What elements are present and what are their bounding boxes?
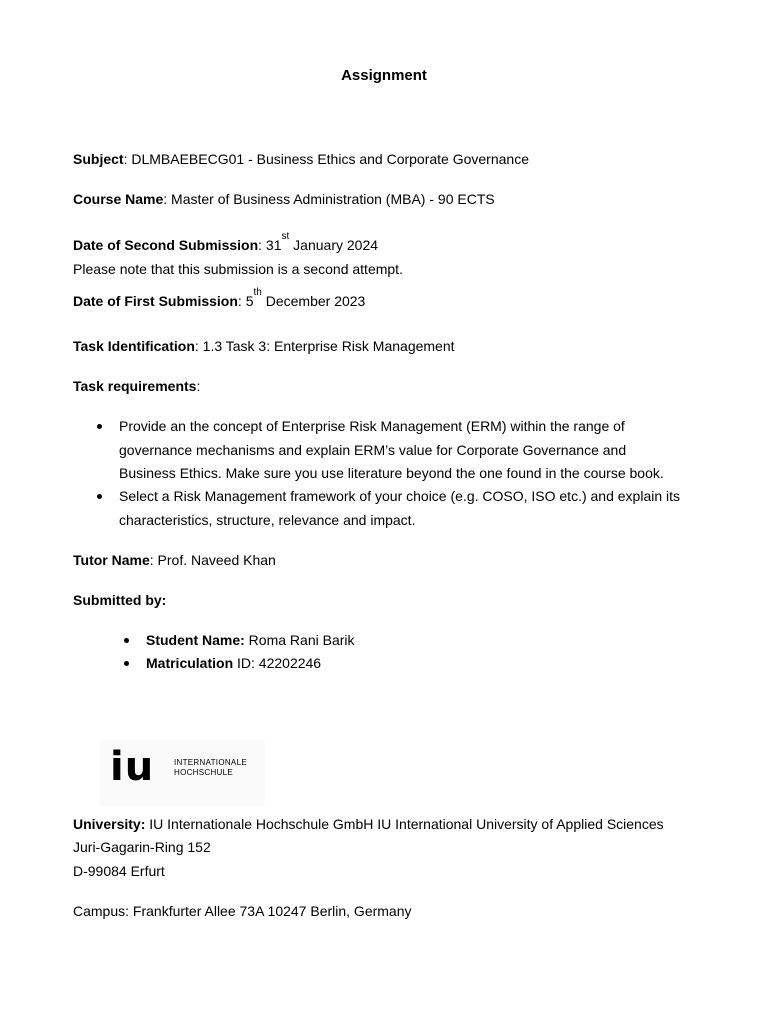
tutor-label: Tutor Name: [73, 552, 150, 568]
task-identification-label: Task Identification: [73, 338, 195, 354]
logo-text: [174, 758, 247, 778]
campus-line: Campus: Frankfurter Allee 73A 10247 Berlin, Germany: [73, 903, 412, 919]
task-requirements-label: Task requirements: [73, 378, 197, 394]
task-identification-value: : 1.3 Task 3: Enterprise Risk Management: [194, 338, 455, 354]
tutor-value: : Prof. Naveed Khan: [149, 552, 276, 568]
task-identification-line: [73, 338, 455, 354]
submitted-by-heading: Submitted by:: [73, 592, 167, 608]
course-value: : Master of Business Administration (MBA) - 90 ECTS: [163, 191, 495, 207]
first-submission-line: [73, 287, 366, 309]
bullet-icon: [124, 661, 129, 666]
task-requirements-heading: [73, 378, 200, 394]
matriculation-label: Matriculation: [146, 655, 234, 671]
document-title: Assignment: [341, 67, 427, 84]
subject-line: [73, 151, 529, 167]
second-attempt-note: Please note that this submission is a second attempt.: [73, 261, 403, 277]
second-submission-ordinal: st: [281, 231, 290, 242]
address-line-2: D-99084 Erfurt: [73, 863, 165, 879]
first-submission-label: Date of First Submission: [73, 293, 238, 309]
requirement-1-line-3: Business Ethics. Make sure you use literature beyond the one found in the course book.: [119, 465, 664, 481]
tutor-line: [73, 552, 276, 568]
student-name-line: [146, 632, 355, 648]
subject-value: : DLMBAEBECG01 - Business Ethics and Corporate Governance: [123, 151, 529, 167]
logo-mark: iu: [110, 744, 155, 790]
student-name-label: Student Name:: [146, 632, 245, 648]
first-submission-ordinal: th: [253, 287, 262, 298]
requirement-2-line-2: characteristics, structure, relevance and impact.: [119, 512, 416, 528]
requirement-2-line-1: Select a Risk Management framework of your choice (e.g. COSO, ISO etc.) and explain its: [119, 488, 681, 504]
student-name-value: Roma Rani Barik: [244, 632, 355, 648]
bullet-icon: [97, 494, 102, 499]
university-label: University:: [73, 816, 146, 832]
requirement-1-line-1: Provide an the concept of Enterprise Risk Management (ERM) within the range of: [119, 418, 625, 434]
second-submission-label: Date of Second Submission: [73, 237, 259, 253]
course-line: [73, 191, 495, 207]
second-submission-line: [73, 231, 379, 253]
university-line: [73, 816, 664, 832]
course-label: Course Name: [73, 191, 164, 207]
requirement-1-line-2: governance mechanisms and explain ERM’s value for Corporate Governance and: [119, 442, 627, 458]
logo-line-2: HOCHSCHULE: [174, 768, 234, 777]
logo-line-1: INTERNATIONALE: [174, 758, 247, 767]
first-submission-month: December 2023: [261, 293, 366, 309]
second-submission-month: January 2024: [289, 237, 379, 253]
second-submission-day: : 31: [258, 237, 282, 253]
subject-label: Subject: [73, 151, 124, 167]
university-value: IU Internationale Hochschule GmbH IU International University of Applied Sciences: [145, 816, 664, 832]
bullet-icon: [124, 638, 129, 643]
first-submission-day: : 5: [237, 293, 254, 309]
matriculation-value: ID: 42202246: [233, 655, 322, 671]
iu-logo: [100, 740, 265, 806]
bullet-icon: [97, 424, 102, 429]
task-requirements-colon: :: [196, 378, 201, 394]
address-line-1: Juri-Gagarin-Ring 152: [73, 839, 211, 855]
matriculation-line: [146, 655, 321, 671]
